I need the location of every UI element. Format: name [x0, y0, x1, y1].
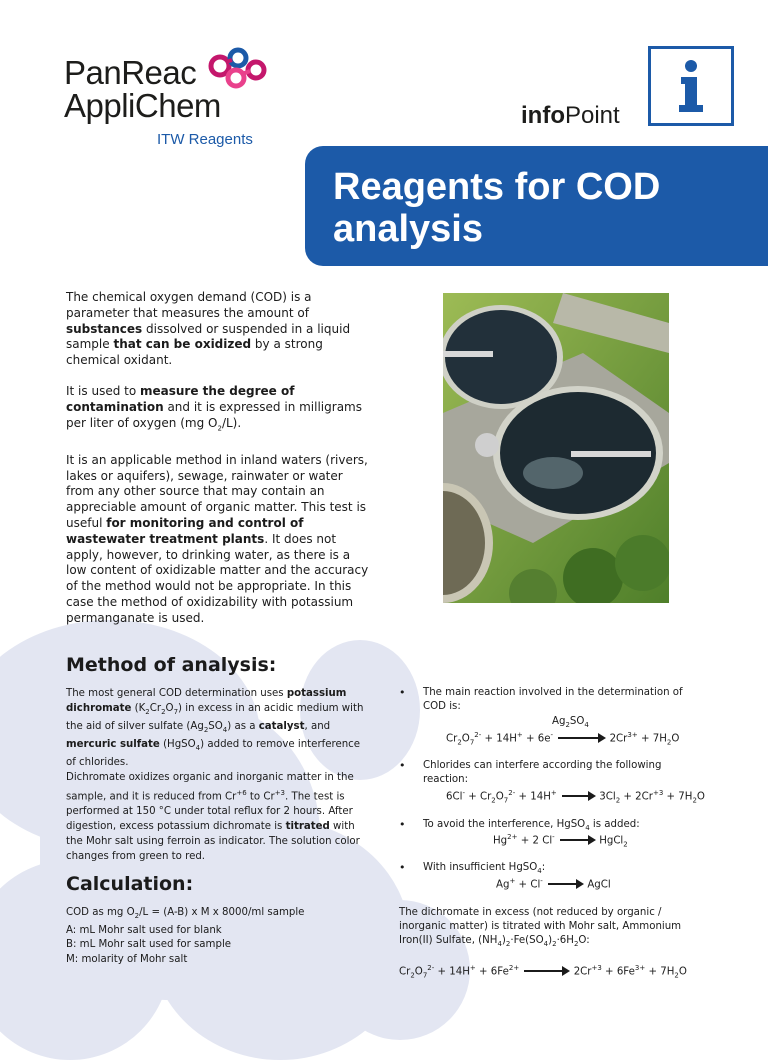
company-logo — [64, 56, 221, 122]
logo-subbrand: ITW Reagents — [157, 131, 253, 148]
method-text: The most general COD determination uses potassium dichromate $(K_2Cr_2O_7)$ in excess in an acidic medium with the aid of silver sulfate $(Ag_2SO_4)$ as a catalyst, and mercuric sulfate (HgSO$_4$) added to remove interference of chlorides. Dichromate oxidizes organic and inorganic matter in the sample, and it is reduced from $Cr^{+6}$ to $Cr^{+3}$. The test is performed at 150 °C under total reflux for 2 hours. After digestion, excess potassium dichromate is titrated with the Mohr salt using ferroin as indicator. The solution color changes from green to red. — [66, 688, 364, 862]
reaction-insufficient-text: With insufficient HgSO$_4$: — [423, 862, 546, 876]
infopoint-label: infoPoint — [521, 102, 620, 129]
logo-molecule-icon — [206, 44, 270, 94]
reaction-hgso4-equation: $Hg^{2+} + 2$ Cl- HgCl$_2$ — [493, 833, 628, 849]
reaction-main-equation: $Cr_2O_7^{2-} + 14H^+ + 6e^-$ $2Cr^{3+} + 7H_2O$ — [446, 731, 680, 747]
calculation-text: COD as mg $O_2/L = (A-B)$ x M x 8000/ml sample A: mL Mohr salt used for blank B: mL Mohr salt used for sample M: molarity of Mohr salt — [66, 907, 305, 965]
reaction-arrow-icon — [560, 839, 594, 841]
logo-line2: AppliChem — [64, 87, 221, 124]
titration-text: The dichromate in excess (not reduced by organic / inorganic matter) is titrated with Mohr salt, Ammonium Iron(II) Sulfate, $(NH_4)_2\cdot Fe(SO_4)_2\cdot 6H_2O$: — [399, 907, 682, 949]
reaction-chloride-equation: $6Cl^- + Cr_2O_7^{2-} + 14H^+$ $3Cl_2 + 2Cr^{+3} + 7H_2O$ — [446, 789, 705, 805]
reaction-arrow-icon — [558, 737, 604, 739]
intro-paragraph: It is an applicable method in inland waters (rivers, lakes or aquifers), sewage, rainwater or water from any other source that may contain an appreciable amount of organic matter. This test is useful for monitoring and control of wastewater treatment plants. It does not apply, however, to drinking water, as there is a low content of oxidizable matter and the accuracy of the method would not be appropriate. In this case the method of oxidizability with potassium permanganate is used. — [66, 452, 369, 625]
reaction-titration-equation: $Cr_2O_7^{2-} + 14H^+ + 6Fe^{2+}$ $2Cr^{+3} + 6Fe^{3+} + 7H_2O$ — [399, 964, 687, 980]
intro-text — [66, 290, 371, 642]
bullet-point: • — [399, 818, 406, 831]
logo-line1: PanReac — [64, 54, 197, 91]
calculation-heading: Calculation: — [66, 873, 194, 895]
info-icon — [648, 46, 734, 126]
treatment-plant-photo — [443, 293, 669, 603]
reaction-hgso4-text: To avoid the interference, HgSO$_4$ is added: — [423, 819, 640, 833]
bullet-point: • — [399, 861, 406, 874]
reaction-arrow-icon — [548, 883, 582, 885]
reaction-catalyst: $Ag_2SO_4$ — [552, 716, 589, 730]
reaction-arrow-icon — [562, 795, 594, 797]
intro-paragraph: It is used to measure the degree of contamination and it is expressed in milligrams per liter of oxygen (mg $O_2/L$). — [66, 384, 362, 433]
reaction-chloride-text: Chlorides can interfere according the following reaction: — [423, 760, 662, 786]
page-title: Reagents for COD analysis — [333, 166, 661, 250]
bullet-point: • — [399, 759, 406, 772]
reaction-main-text: The main reaction involved in the determination of COD is: — [423, 687, 683, 713]
bullet-point: • — [399, 686, 406, 699]
reaction-arrow-icon — [524, 970, 568, 972]
method-heading: Method of analysis: — [66, 654, 277, 676]
reaction-agcl-equation: Ag+ + Cl- AgCl — [496, 877, 611, 891]
intro-paragraph: The chemical oxygen demand (COD) is a parameter that measures the amount of substances dissolved or suspended in a liquid sample that can be oxidized by a strong chemical oxidant. — [66, 290, 351, 368]
